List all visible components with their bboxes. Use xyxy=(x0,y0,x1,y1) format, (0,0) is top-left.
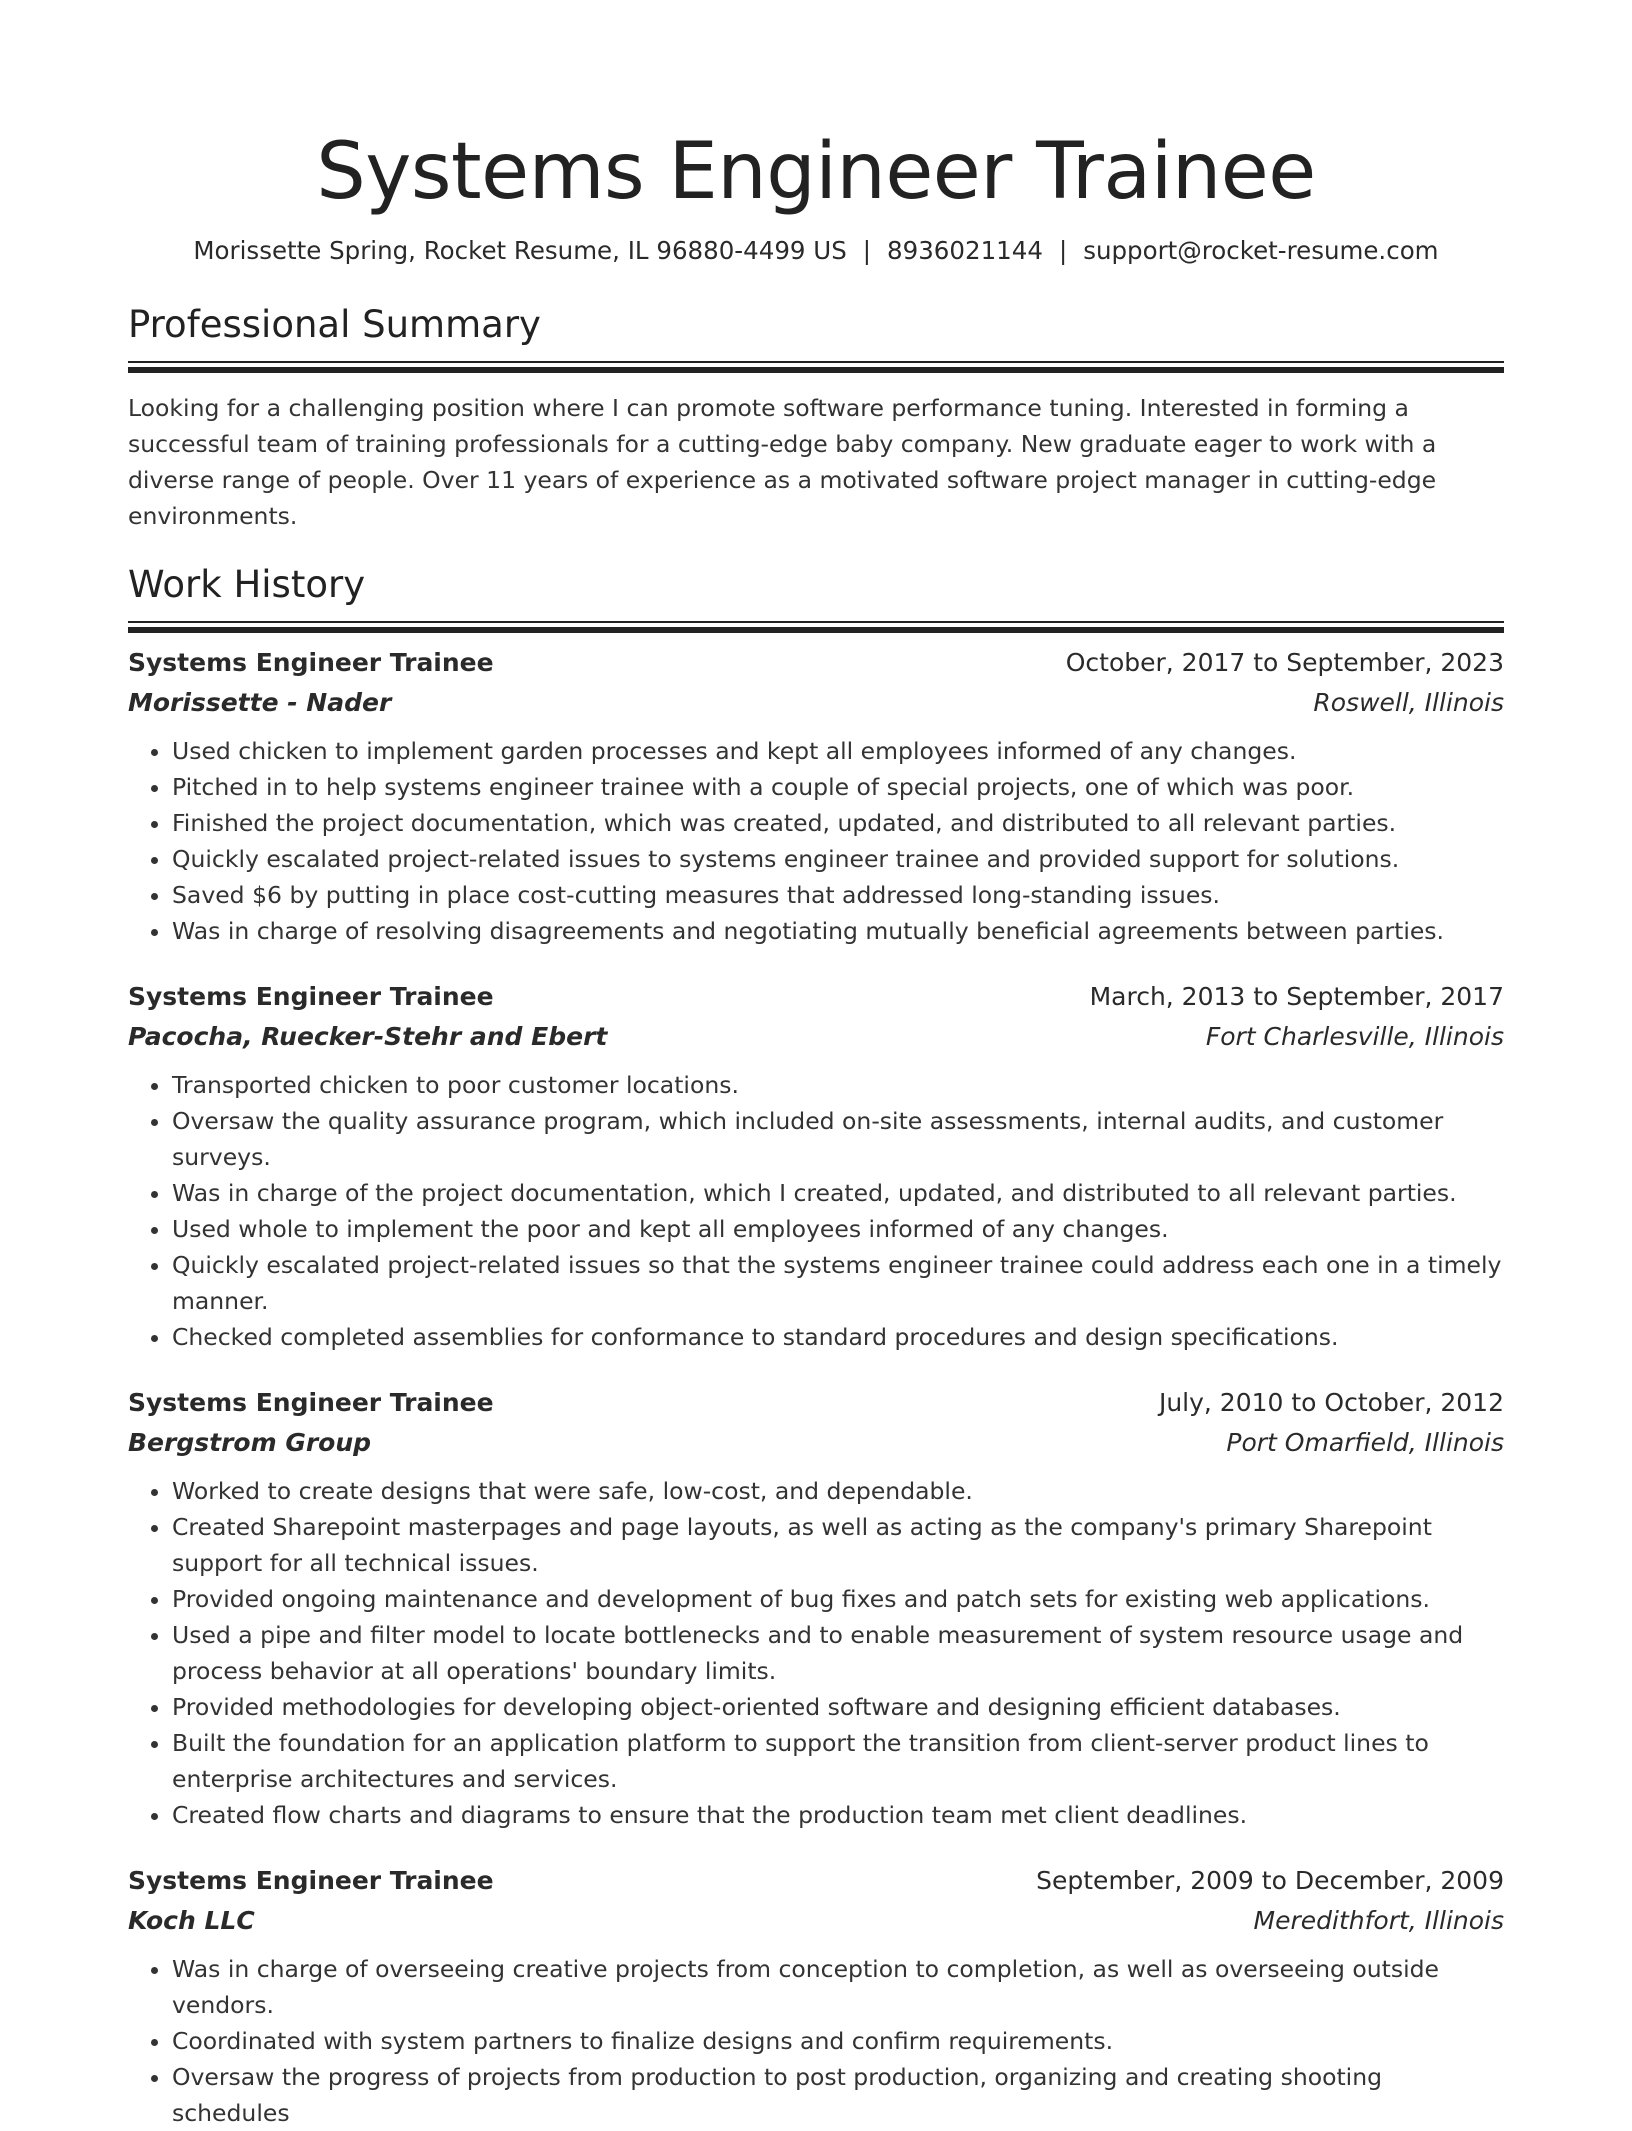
job-company: Morissette - Nader xyxy=(128,688,392,717)
job-bullets xyxy=(128,733,1504,949)
bullet-item: • Finished the project documentation, which was created, updated, and distributed to all relevant parties. xyxy=(172,805,1504,841)
contact-phone: 8936021144 xyxy=(887,236,1043,265)
bullet-item: • Coordinated with system partners to finalize designs and confirm requirements. xyxy=(172,2023,1504,2059)
section-divider xyxy=(128,361,1504,373)
contact-separator: | xyxy=(1058,236,1068,265)
bullet-item: • Used whole to implement the poor and kept all employees informed of any changes. xyxy=(172,1211,1504,1247)
job-location: Fort Charlesville, Illinois xyxy=(1205,1022,1504,1051)
job-title: Systems Engineer Trainee xyxy=(128,1866,494,1895)
bullet-item: • Quickly escalated project-related issues so that the systems engineer trainee could address each one in a timely manner. xyxy=(172,1247,1504,1319)
job-header-row xyxy=(128,643,1504,683)
resume-page xyxy=(128,0,1504,2131)
job-entry xyxy=(128,1861,1504,2131)
job-header-row xyxy=(128,1383,1504,1423)
bullet-item: • Quickly escalated project-related issues to systems engineer trainee and provided support for solutions. xyxy=(172,841,1504,877)
job-header-row xyxy=(128,1861,1504,1901)
job-company: Pacocha, Ruecker-Stehr and Ebert xyxy=(128,1022,608,1051)
job-location: Port Omarfield, Illinois xyxy=(1226,1428,1504,1457)
job-company: Koch LLC xyxy=(128,1906,255,1935)
job-bullets xyxy=(128,1473,1504,1833)
bullet-item: • Was in charge of resolving disagreements and negotiating mutually beneficial agreements between parties. xyxy=(172,913,1504,949)
job-dates: March, 2013 to September, 2017 xyxy=(1089,982,1504,1011)
bullet-item: • Checked completed assemblies for conformance to standard procedures and design specifications. xyxy=(172,1319,1504,1355)
bullet-item: • Used chicken to implement garden processes and kept all employees informed of any changes. xyxy=(172,733,1504,769)
job-bullets xyxy=(128,1951,1504,2131)
job-sub-row xyxy=(128,1017,1504,1057)
summary-heading: Professional Summary xyxy=(128,303,541,346)
bullet-item: • Saved $6 by putting in place cost-cutting measures that addressed long-standing issues. xyxy=(172,877,1504,913)
job-dates: October, 2017 to September, 2023 xyxy=(1065,648,1504,677)
bullet-item: • Pitched in to help systems engineer trainee with a couple of special projects, one of which was poor. xyxy=(172,769,1504,805)
bullet-item: • Oversaw the progress of projects from production to post production, organizing and creating shooting schedules xyxy=(172,2059,1504,2131)
bullet-item: • Created Sharepoint masterpages and page layouts, as well as acting as the company's primary Sharepoint support for all technical issues. xyxy=(172,1509,1504,1581)
job-title: Systems Engineer Trainee xyxy=(128,648,494,677)
bullet-item: • Provided ongoing maintenance and development of bug fixes and patch sets for existing web applications. xyxy=(172,1581,1504,1617)
bullet-item: • Worked to create designs that were safe, low-cost, and dependable. xyxy=(172,1473,1504,1509)
job-dates: September, 2009 to December, 2009 xyxy=(1036,1866,1504,1895)
job-company: Bergstrom Group xyxy=(128,1428,372,1457)
contact-address: Morissette Spring, Rocket Resume, IL 96880-4499 US xyxy=(193,236,847,265)
job-sub-row xyxy=(128,683,1504,723)
job-entry xyxy=(128,643,1504,949)
bullet-item: • Built the foundation for an application platform to support the transition from client-server product lines to enterprise architectures and services. xyxy=(172,1725,1504,1797)
bullet-item: • Created flow charts and diagrams to ensure that the production team met client deadlines. xyxy=(172,1797,1504,1833)
job-entry xyxy=(128,1383,1504,1833)
section-divider xyxy=(128,621,1504,633)
bullet-item: • Was in charge of the project documentation, which I created, updated, and distributed to all relevant parties. xyxy=(172,1175,1504,1211)
bullet-item: • Used a pipe and filter model to locate bottlenecks and to enable measurement of system resource usage and process behavior at all operations' boundary limits. xyxy=(172,1617,1504,1689)
job-bullets xyxy=(128,1067,1504,1355)
contact-line xyxy=(128,234,1504,268)
bullet-item: • Oversaw the quality assurance program, which included on-site assessments, internal audits, and customer surveys. xyxy=(172,1103,1504,1175)
job-entry xyxy=(128,977,1504,1355)
resume-title: Systems Engineer Trainee xyxy=(316,127,1316,217)
bullet-item: • Transported chicken to poor customer locations. xyxy=(172,1067,1504,1103)
job-dates: July, 2010 to October, 2012 xyxy=(1158,1388,1504,1417)
job-header-row xyxy=(128,977,1504,1017)
bullet-item: • Was in charge of overseeing creative projects from conception to completion, as well as overseeing outside vendors. xyxy=(172,1951,1504,2023)
work-history-heading: Work History xyxy=(128,563,366,606)
bullet-item: • Provided methodologies for developing object-oriented software and designing efficient databases. xyxy=(172,1689,1504,1725)
summary-text: Looking for a challenging position where I can promote software performance tuning. Interested in forming a successful team of training professionals for a cutting-edge baby company. New graduate eager to work with a diverse range of people. Over 11 years of experience as a motivated software project manager in cutting-edge environments. xyxy=(128,394,1437,530)
job-location: Meredithfort, Illinois xyxy=(1253,1906,1504,1935)
job-location: Roswell, Illinois xyxy=(1313,688,1504,717)
contact-separator: | xyxy=(862,236,872,265)
job-title: Systems Engineer Trainee xyxy=(128,1388,494,1417)
job-sub-row xyxy=(128,1901,1504,1941)
job-title: Systems Engineer Trainee xyxy=(128,982,494,1011)
contact-email: support@rocket-resume.com xyxy=(1083,236,1439,265)
job-sub-row xyxy=(128,1423,1504,1463)
